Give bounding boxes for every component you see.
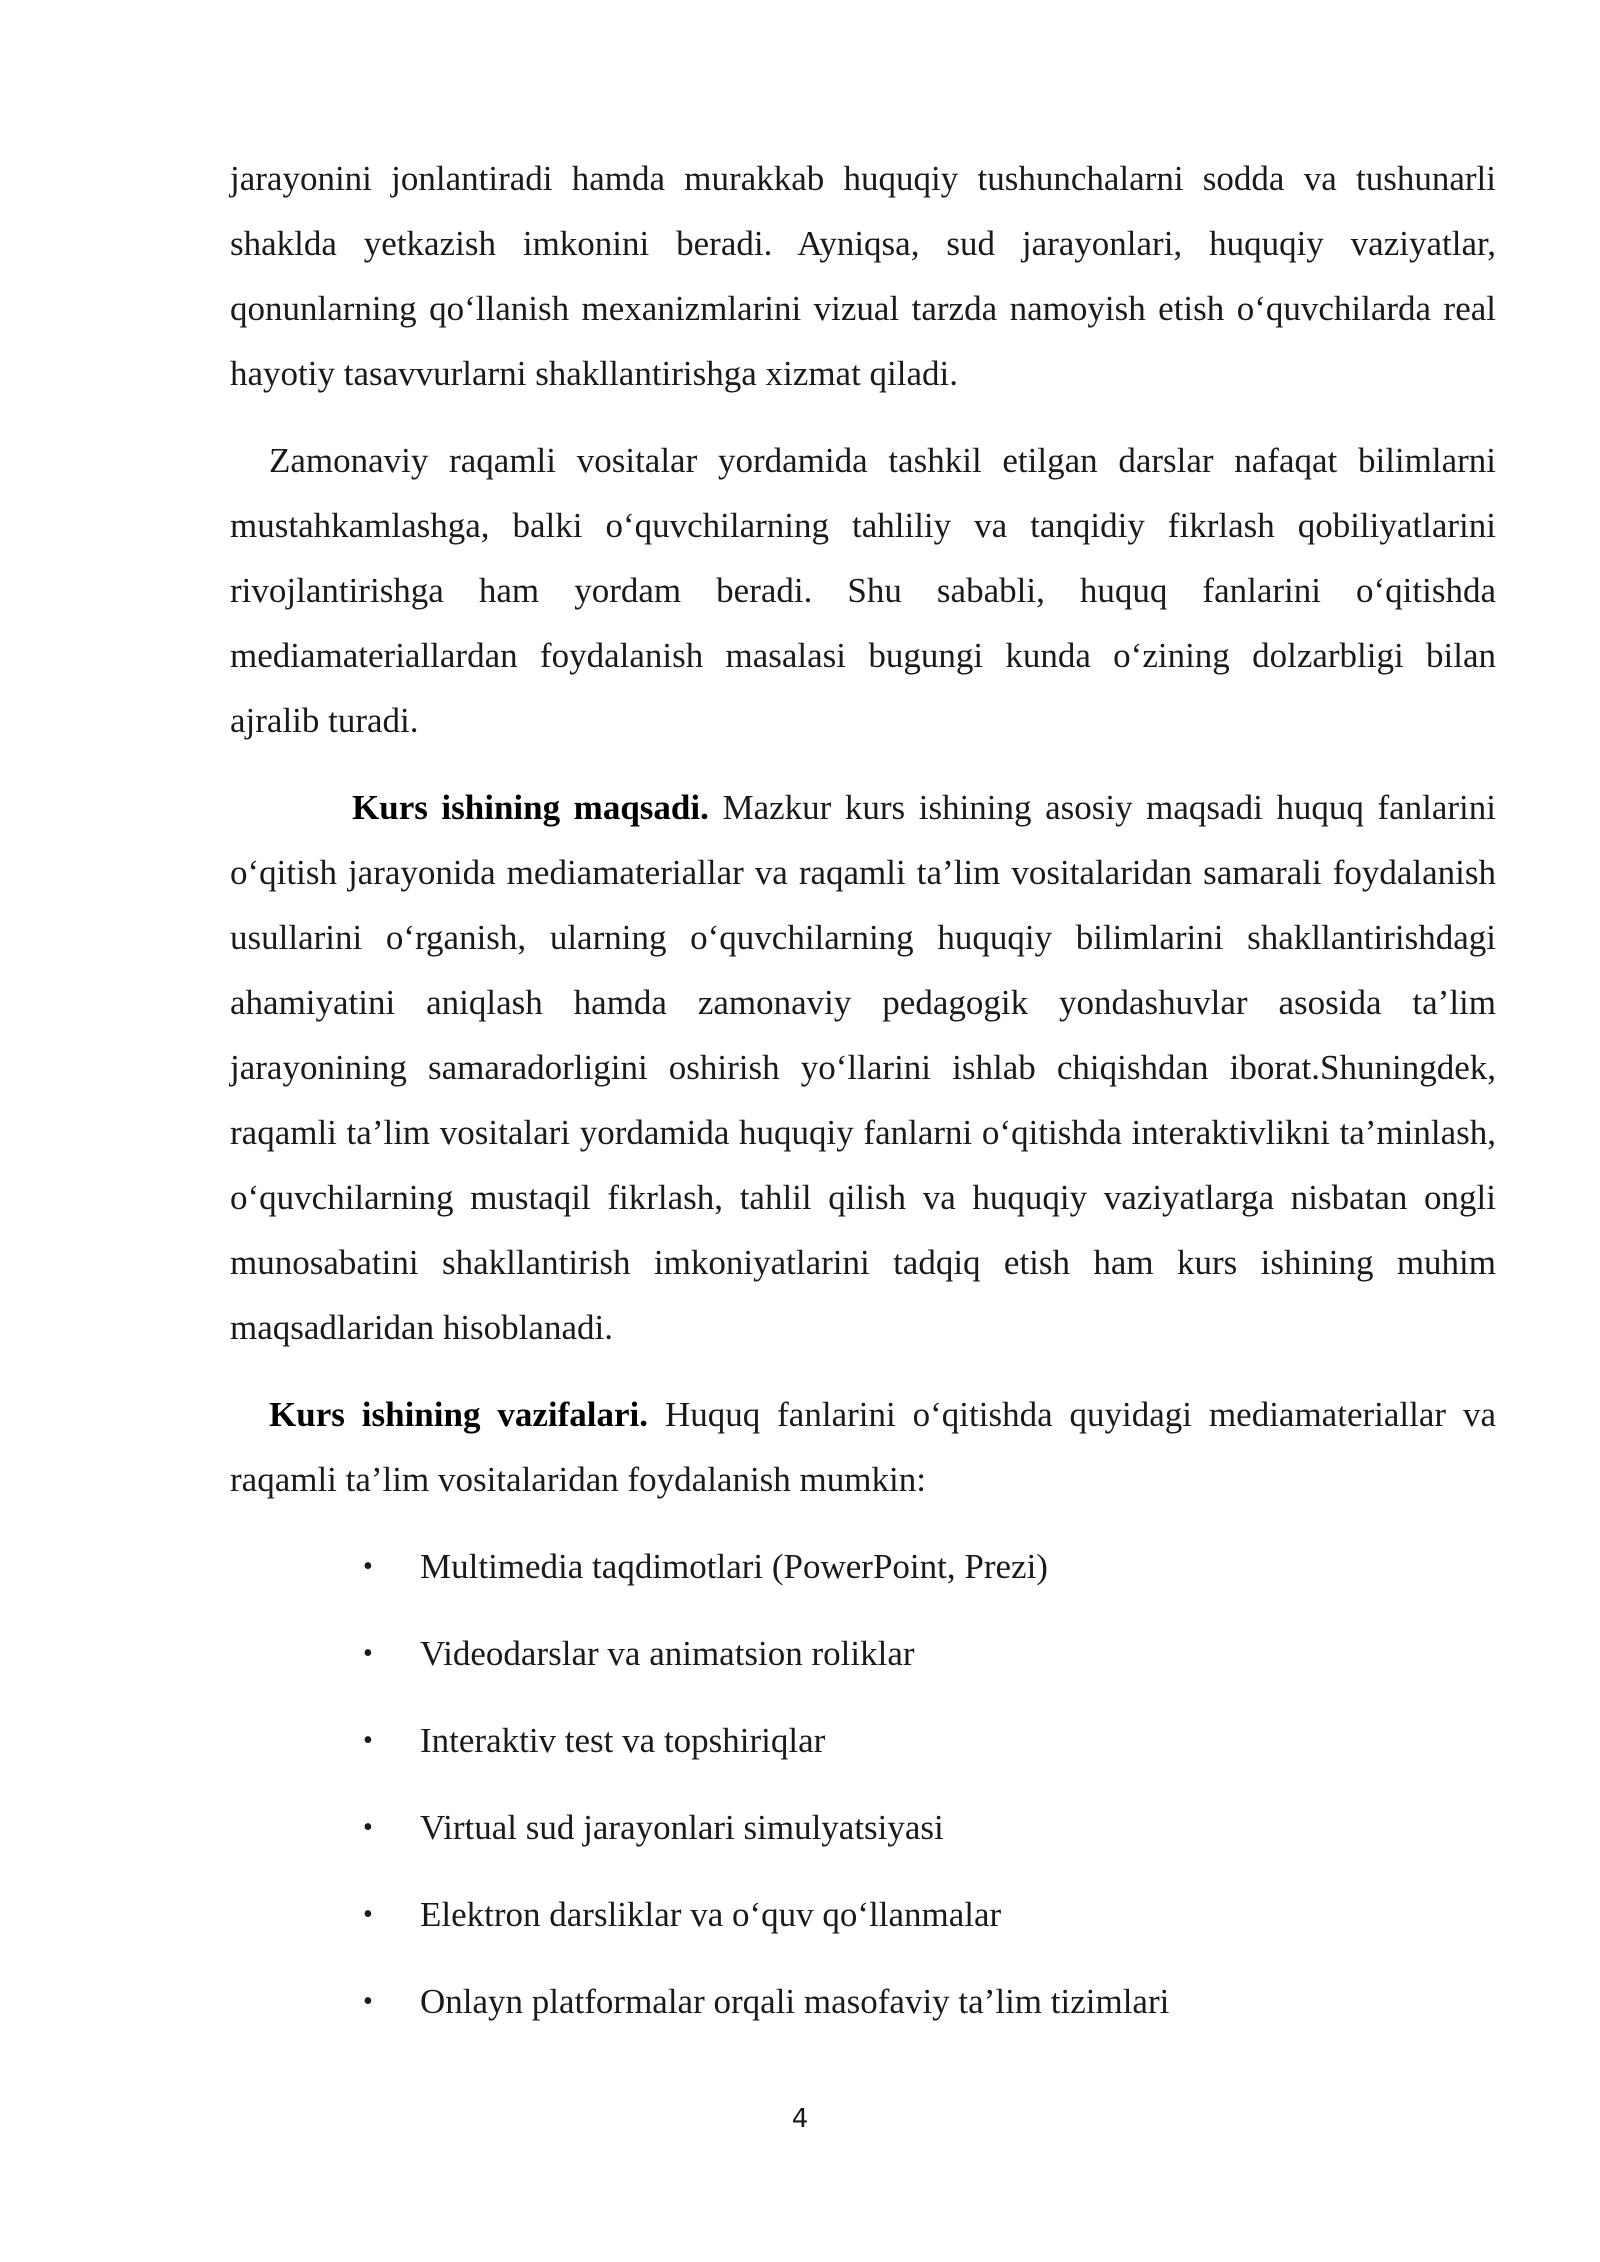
- list-item-text: Virtual sud jarayonlari simulyatsiyasi: [420, 1808, 944, 1847]
- bullet-icon: •: [363, 1812, 373, 1843]
- bullet-icon: •: [363, 1986, 373, 2017]
- course-tasks-text: Huquq fanlarini o‘qitishda quyidagi mediamateriallar va raqamli ta’lim vositalaridan foydalanish mumkin:: [230, 1395, 1496, 1499]
- list-item: [230, 1708, 1496, 1773]
- list-item-text: Multimedia taqdimotlari (PowerPoint, Prezi): [420, 1547, 1048, 1586]
- document-page: [230, 146, 1496, 2056]
- list-item: [230, 1795, 1496, 1860]
- paragraph-intro-continuation: jarayonini jonlantiradi hamda murakkab huquqiy tushunchalarni sodda va tushunarli shaklda yetkazish imkonini beradi. Ayniqsa, sud jarayonlari, huquqiy vaziyatlar, qonunlarning qo‘llanish mexanizmlarini vizual tarzda namoyish etish o‘quvchilarda real hayotiy tasavvurlarni shakllantirishga xizmat qiladi.: [230, 159, 1496, 393]
- list-item: [230, 1882, 1496, 1947]
- course-goal-heading: Kurs ishining maqsadi.: [352, 788, 709, 827]
- media-tools-list: [230, 1534, 1496, 2034]
- bullet-icon: •: [363, 1551, 373, 1582]
- page-number: 4: [791, 2104, 809, 2134]
- paragraph-course-goal: [230, 775, 1496, 1360]
- course-goal-text: Mazkur kurs ishining asosiy maqsadi huquq fanlarini o‘qitish jarayonida mediamateriallar va raqamli ta’lim vositalaridan samarali foydalanish usullarini o‘rganish, ularning o‘quvchilarning huquqiy bilimlarini shakllantirishdagi ahamiyatini aniqlash hamda zamonaviy pedagogik yondashuvlar asosida ta’lim jarayonining samaradorligini oshirish yo‘llarini ishlab chiqishdan iborat.Shuningdek, raqamli ta’lim vositalari yordamida huquqiy fanlarni o‘qitishda interaktivlikni ta’minlash, o‘quvchilarning mustaqil fikrlash, tahlil qilish va huquqiy vaziyatlarga nisbatan ongli munosabatini shakllantirish imkoniyatlarini tadqiq etish ham kurs ishining muhim maqsadlaridan hisoblanadi.: [230, 788, 1497, 1347]
- bullet-icon: •: [363, 1638, 373, 1669]
- list-item-text: Elektron darsliklar va o‘quv qo‘llanmalar: [420, 1895, 1002, 1934]
- list-item-text: Interaktiv test va topshiriqlar: [420, 1721, 826, 1760]
- list-item-text: Videodarslar va animatsion roliklar: [420, 1634, 915, 1673]
- course-tasks-heading: Kurs ishining vazifalari.: [269, 1395, 649, 1434]
- bullet-icon: •: [363, 1725, 373, 1756]
- list-item: [230, 1621, 1496, 1686]
- paragraph-course-tasks: [230, 1382, 1496, 1512]
- bullet-icon: •: [363, 1899, 373, 1930]
- list-item: [230, 1534, 1496, 1599]
- list-item-text: Onlayn platformalar orqali masofaviy ta’lim tizimlari: [420, 1982, 1170, 2021]
- list-item: [230, 1969, 1496, 2034]
- paragraph-digital-tools: Zamonaviy raqamli vositalar yordamida tashkil etilgan darslar nafaqat bilimlarni mustahkamlashga, balki o‘quvchilarning tahliliy va tanqidiy fikrlash qobiliyatlarini rivojlantirishga ham yordam beradi. Shu sababli, huquq fanlarini o‘qitishda mediamateriallardan foydalanish masalasi bugungi kunda o‘zining dolzarbligi bilan ajralib turadi.: [230, 441, 1496, 740]
